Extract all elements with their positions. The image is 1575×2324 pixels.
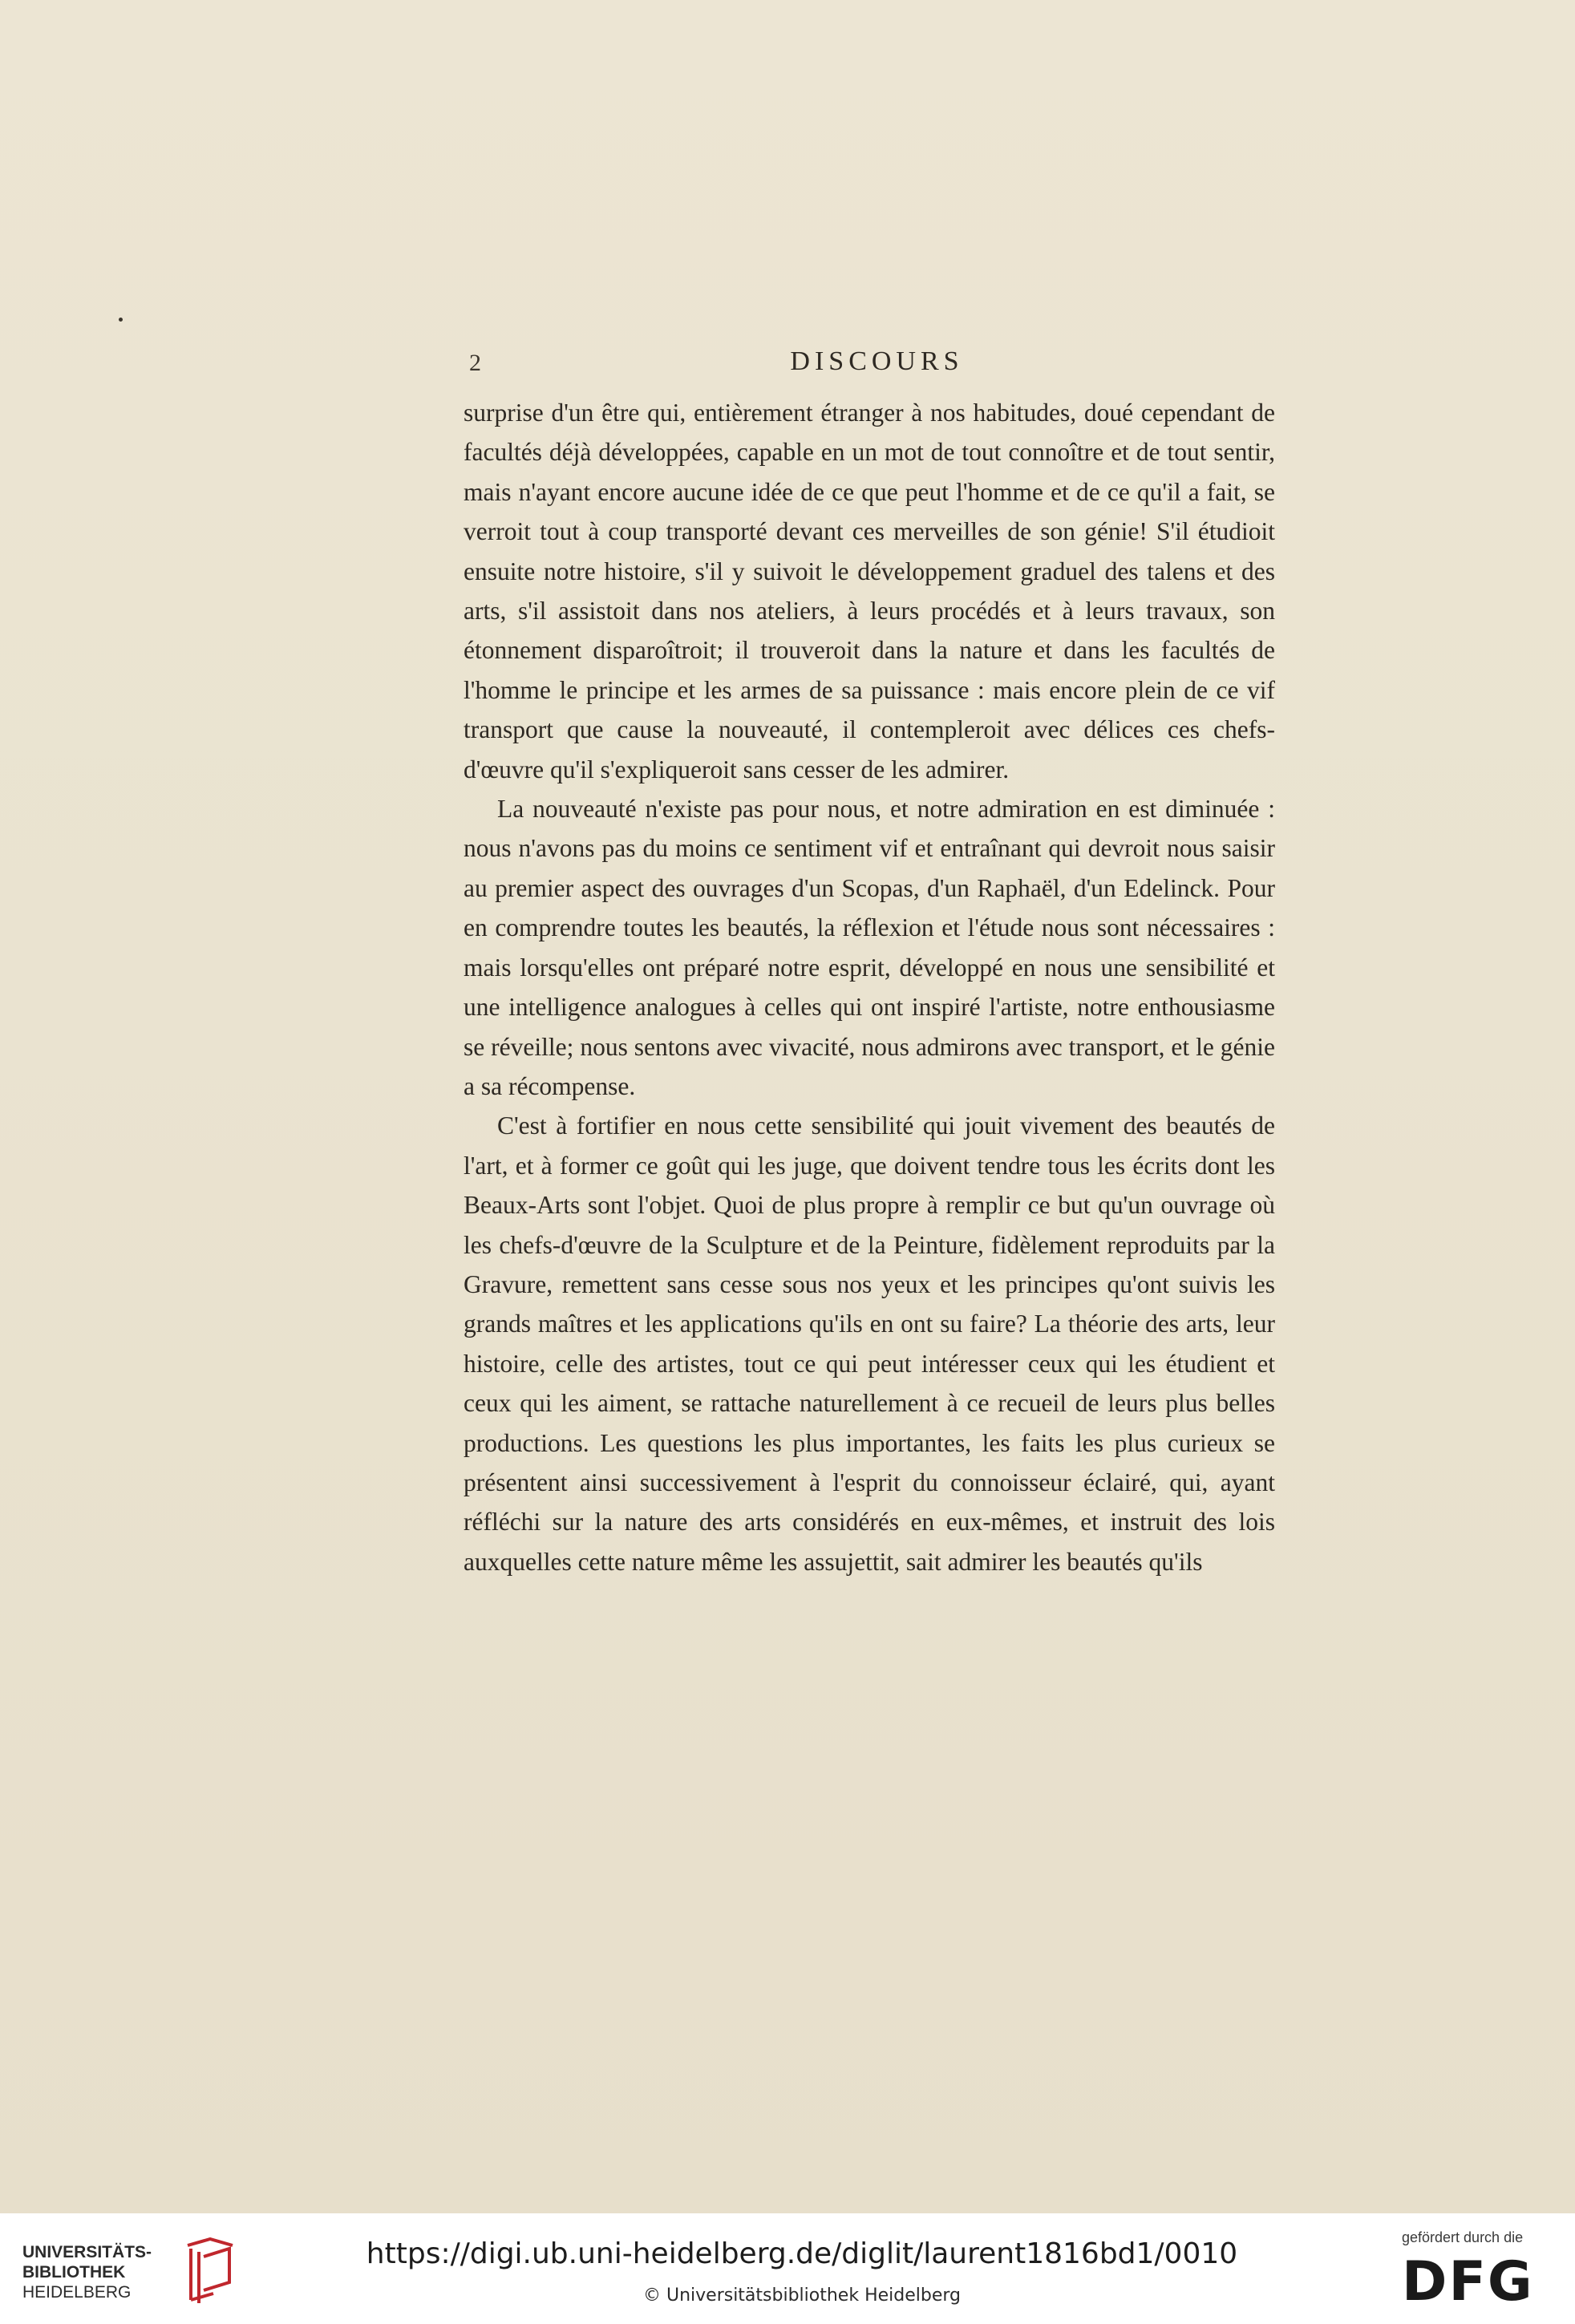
copyright-notice: © Universitätsbibliothek Heidelberg [642, 2286, 961, 2306]
running-head [469, 346, 1275, 385]
ub-logo-line1: UNIVERSITÄTS- [22, 2243, 152, 2261]
funding-caption: gefördert durch die [1402, 2229, 1524, 2245]
paragraph-3: C'est à fortifier en nous cette sensibilité qui jouit vivement des beautés de l'art, et à former ce goût qui les juge, que doivent tendre tous les écrits dont les Beaux-Arts sont l'objet. Quoi de plus propre à remplir ce but qu'un ouvrage où les chefs-d'œuvre de la Sculpture et de la Peinture, fidèlement reproduits par la Gravure, remettent sans cesse sous nos yeux et les principes qu'ont suivis les grands maîtres et les applications qu'ils en ont su faire? La théorie des arts, leur histoire, celle des artistes, tout ce qui peut intéresser ceux qui les étudient et ceux qui les aiment, se rattache naturellement à ce recueil de leurs plus belles productions. Les questions les plus importantes, les faits les plus curieux se présentent ainsi successivement à l'esprit du connoisseur éclairé, qui, ayant réfléchi sur la nature des arts considérés en eux-mêmes, et instruit des lois auxquelles cette nature même les assujettit, sait admirer les beautés qu'ils [464, 1111, 1275, 1576]
permalink-url[interactable]: https://digi.ub.uni-heidelberg.de/diglit/laurent1816bd1/0010 [366, 2237, 1238, 2270]
page-number: 2 [469, 350, 481, 376]
paragraph-1: surprise d'un être qui, entièrement étranger à nos habitudes, doué cependant de facultés déjà développées, capable en un mot de tout connoître et de tout sentir, mais n'ayant encore aucune idée de ce que peut l'homme et de ce qu'il a fait, se verroit tout à coup transporté devant ces merveilles de son génie! S'il étudioit ensuite notre histoire, s'il y suivoit le développement graduel des talens et des arts, s'il assistoit dans nos ateliers, à leurs procédés et à leurs travaux, son étonnement disparoîtroit; il trouveroit dans la nature et dans les facultés de l'homme le principe et les armes de sa puissance : mais encore plein de ce vif transport que cause la nouveauté, il contempleroit avec délices ces chefs-d'œuvre qu'il s'expliqueroit sans cesser de les admirer. [464, 399, 1275, 783]
ub-heidelberg-logo[interactable] [22, 2237, 231, 2305]
running-head-title: DISCOURS [790, 346, 964, 376]
paper-speck [119, 318, 123, 322]
ub-emblem-icon [181, 2237, 239, 2305]
viewer-footer [0, 2213, 1575, 2324]
ub-logo-text [22, 2242, 152, 2302]
ub-logo-line3: HEIDELBERG [22, 2283, 132, 2302]
ub-logo-line2: BIBLIOTHEK [22, 2263, 126, 2281]
paragraph-2: La nouveauté n'existe pas pour nous, et notre admiration en est diminuée : nous n'avons pas du moins ce sentiment vif et entraînant qui devroit nous saisir au premier aspect des ouvrages d'un Scopas, d'un Raphaël, d'un Edelinck. Pour en comprendre toutes les beautés, la réflexion et l'étude nous sont nécessaires : mais lorsqu'elles ont préparé notre esprit, développé en nous une sensibilité et une intelligence analogues à celles qui ont inspiré l'artiste, notre enthousiasme se réveille; nous sentons avec vivacité, nous admirons avec transport, et le génie a sa récompense. [464, 795, 1275, 1100]
dfg-funding[interactable] [1402, 2229, 1554, 2318]
dfg-logo: DFG [1402, 2250, 1534, 2314]
body-text [464, 393, 1275, 1581]
